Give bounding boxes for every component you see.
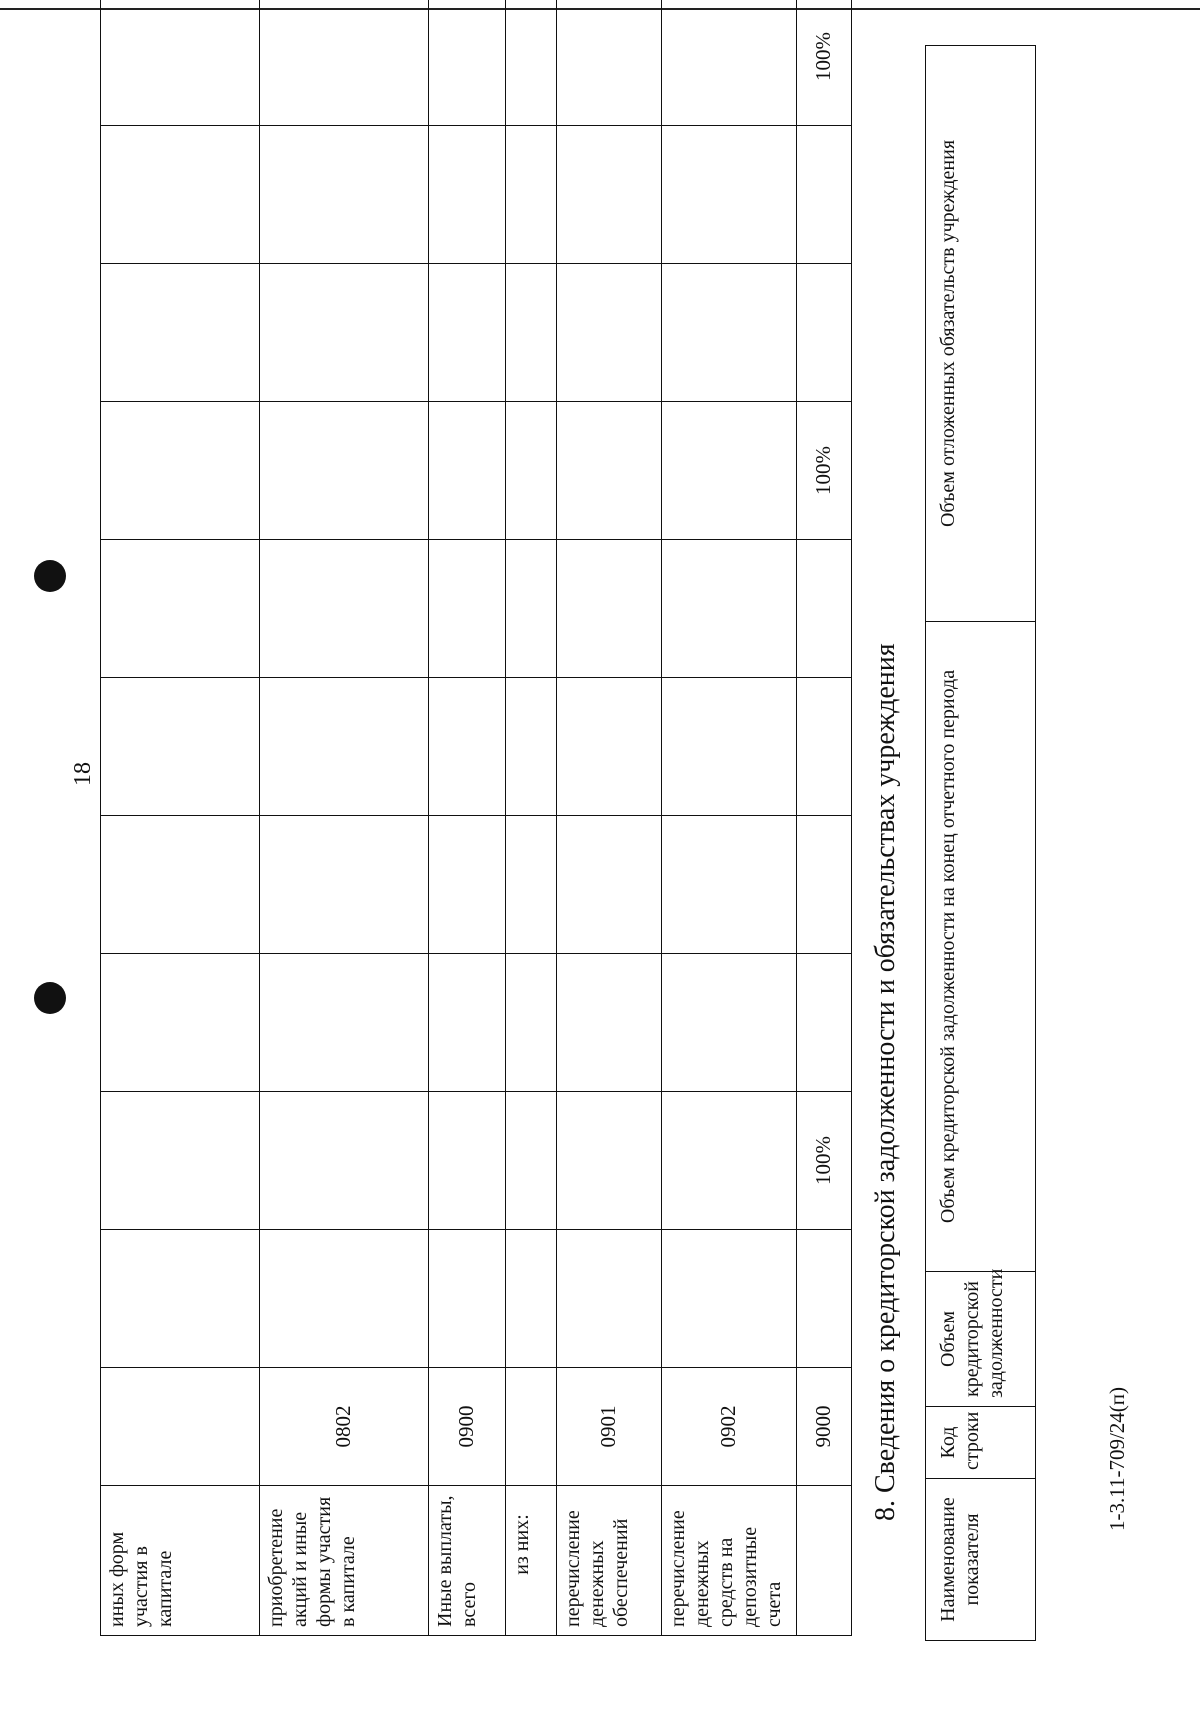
row-value-cell — [557, 264, 662, 402]
row-value-cell — [429, 678, 506, 816]
row-value-cell — [506, 540, 557, 678]
row-value-cell — [797, 264, 852, 402]
row-value-cell — [260, 264, 429, 402]
row-code: 9000 — [797, 1368, 852, 1486]
row-value-cell — [429, 126, 506, 264]
table-row — [506, 0, 557, 1636]
row-value-cell — [429, 954, 506, 1092]
row-value-cell — [260, 1230, 429, 1368]
row-value-cell — [797, 954, 852, 1092]
row-value-cell — [101, 0, 260, 126]
header-creditor-debt-end-period: Объем кредиторской задолженности на конец отчетного периода — [926, 622, 1036, 1272]
table-row — [797, 0, 852, 1636]
creditor-debt-table — [925, 45, 1036, 1641]
row-value-cell — [101, 816, 260, 954]
row-value-cell — [101, 678, 260, 816]
row-code: 0901 — [557, 1368, 662, 1486]
row-value-cell — [101, 126, 260, 264]
row-value-cell — [557, 678, 662, 816]
row-value-cell — [260, 678, 429, 816]
row-name: Иные выплаты, всего — [429, 1486, 506, 1636]
row-value-cell — [260, 816, 429, 954]
row-value-cell — [260, 1092, 429, 1230]
row-value-cell — [662, 540, 797, 678]
row-code: 0802 — [260, 1368, 429, 1486]
row-value-cell — [429, 816, 506, 954]
row-value-cell — [506, 402, 557, 540]
row-value-cell — [429, 1230, 506, 1368]
row-value-cell — [662, 1092, 797, 1230]
row-value-cell — [101, 540, 260, 678]
table-row — [557, 0, 662, 1636]
row-value-cell — [557, 402, 662, 540]
row-name: приобретение акций и иные формы участия в капитале — [260, 1486, 429, 1636]
row-value-cell — [662, 816, 797, 954]
row-name: перечисление денежных средств на депозитные счета — [662, 1486, 797, 1636]
row-value-cell — [797, 1230, 852, 1368]
row-value-cell — [506, 816, 557, 954]
row-value-cell — [506, 0, 557, 126]
row-value-cell — [506, 264, 557, 402]
row-value-cell — [662, 954, 797, 1092]
row-value-cell — [260, 954, 429, 1092]
row-value-cell — [260, 0, 429, 126]
table-row — [662, 0, 797, 1636]
row-value-cell — [506, 1230, 557, 1368]
row-code — [101, 1368, 260, 1486]
row-value-cell — [797, 678, 852, 816]
row-value-cell — [662, 1230, 797, 1368]
row-name: иных форм участия в капитале — [101, 1486, 260, 1636]
table-row — [101, 0, 260, 1636]
row-value-cell — [557, 1092, 662, 1230]
row-value-cell — [797, 126, 852, 264]
row-value-cell — [506, 954, 557, 1092]
page-number: 18 — [70, 762, 96, 786]
row-code: 0900 — [429, 1368, 506, 1486]
row-value-cell — [662, 402, 797, 540]
financial-table-continuation — [100, 0, 852, 1636]
row-value-cell: 100% — [797, 0, 852, 126]
header-creditor-debt: Объем кредиторской задолженности — [926, 1272, 1036, 1407]
row-value-cell — [662, 126, 797, 264]
section-title: 8. Сведения о кредиторской задолженности и обязательствах учреждения — [870, 643, 901, 1521]
row-value-cell — [557, 0, 662, 126]
row-name — [797, 1486, 852, 1636]
row-value-cell — [797, 816, 852, 954]
row-value-cell — [101, 1230, 260, 1368]
row-value-cell — [662, 0, 797, 126]
table-row — [260, 0, 429, 1636]
row-value-cell: 100% — [797, 1092, 852, 1230]
row-code: 0902 — [662, 1368, 797, 1486]
row-value-cell — [557, 1230, 662, 1368]
row-value-cell — [429, 0, 506, 126]
document-code: 1-3.11-709/24(п) — [1105, 1386, 1129, 1531]
row-value-cell — [506, 678, 557, 816]
row-value-cell — [260, 540, 429, 678]
row-value-cell — [557, 126, 662, 264]
row-value-cell — [260, 126, 429, 264]
row-value-cell — [662, 678, 797, 816]
table-row — [429, 0, 506, 1636]
row-value-cell — [101, 264, 260, 402]
row-value-cell — [429, 402, 506, 540]
header-indicator-name: Наименование показателя — [926, 1479, 1036, 1641]
row-code — [506, 1368, 557, 1486]
row-value-cell — [797, 540, 852, 678]
row-value-cell — [557, 540, 662, 678]
row-name: перечисление денежных обеспечений — [557, 1486, 662, 1636]
row-value-cell — [429, 1092, 506, 1230]
row-value-cell — [506, 1092, 557, 1230]
row-name: из них: — [506, 1486, 557, 1636]
row-value-cell — [429, 540, 506, 678]
row-value-cell — [506, 126, 557, 264]
row-value-cell — [429, 264, 506, 402]
row-value-cell — [101, 954, 260, 1092]
row-value-cell — [101, 402, 260, 540]
row-value-cell — [557, 816, 662, 954]
row-value-cell — [260, 402, 429, 540]
row-value-cell — [557, 954, 662, 1092]
row-value-cell — [662, 264, 797, 402]
header-deferred-obligations: Объем отложенных обязательств учреждения — [926, 46, 1036, 622]
row-value-cell: 100% — [797, 402, 852, 540]
row-value-cell — [101, 1092, 260, 1230]
header-line-code: Код строки — [926, 1407, 1036, 1479]
